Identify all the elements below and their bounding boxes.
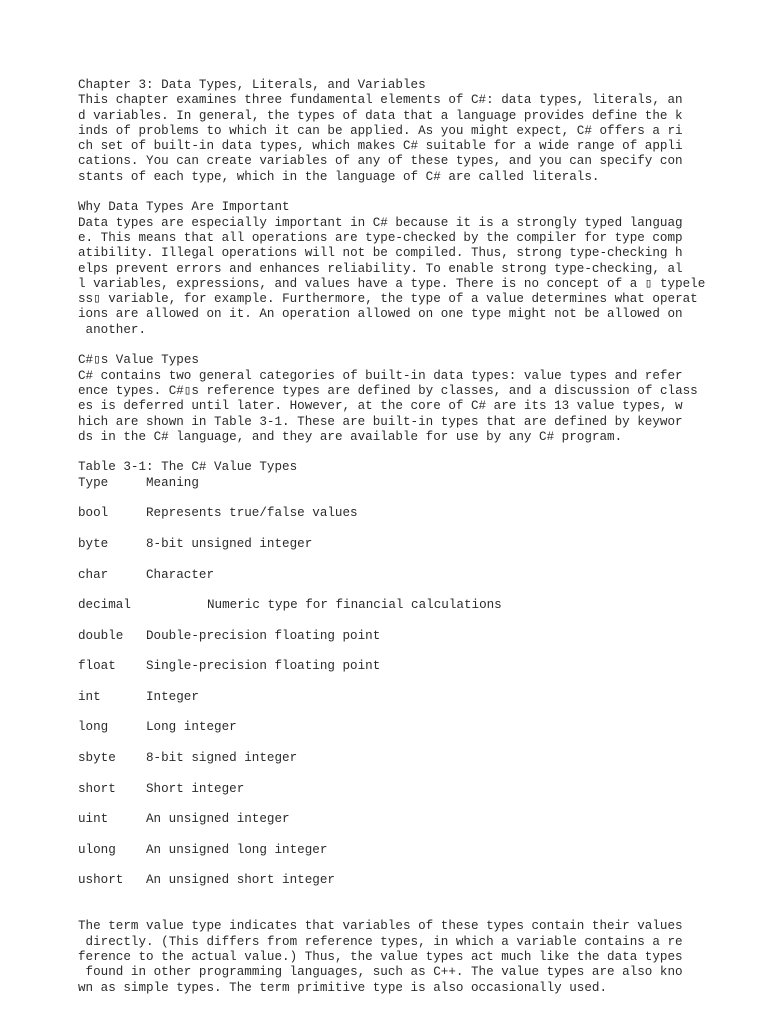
table-row (78, 598, 738, 613)
paragraph-line: d variables. In general, the types of data that a language provides define the k (78, 108, 683, 123)
type-cell: int (78, 689, 101, 704)
paragraph-line: ch set of built-in data types, which makes C# suitable for a wide range of appli (78, 139, 683, 154)
paragraph-line: stants of each type, which in the language of C# are called literals. (78, 169, 600, 184)
meaning-cell: Long integer (146, 720, 237, 735)
paragraph-line: cations. You can create variables of any of these types, and you can specify con (78, 154, 683, 169)
paragraph-line: found in other programming languages, such as C++. The value types are also kno (78, 965, 683, 980)
meaning-cell: Single-precision floating point (146, 659, 381, 674)
meaning-cell: Numeric type for financial calculations (207, 598, 502, 613)
table-row (78, 629, 738, 644)
paragraph-line: es is deferred until later. However, at the core of C# are its 13 value types, w (78, 399, 683, 414)
type-cell: bool (78, 506, 109, 521)
closing-paragraph (78, 919, 738, 995)
table-row (78, 751, 738, 766)
table-header-type: Type (78, 475, 109, 490)
meaning-cell: 8-bit unsigned integer (146, 536, 313, 551)
meaning-cell: 8-bit signed integer (146, 751, 298, 766)
type-cell: float (78, 659, 116, 674)
paragraph-line: Data types are especially important in C# because it is a strongly typed languag (78, 215, 683, 230)
paragraph-line: The term value type indicates that variables of these types contain their values (78, 919, 683, 934)
meaning-cell: An unsigned short integer (146, 873, 335, 888)
paragraph-line: C# contains two general categories of built-in data types: value types and refer (78, 368, 683, 383)
table-row (78, 568, 738, 583)
document-page (78, 78, 738, 996)
type-cell: char (78, 567, 109, 582)
type-cell: ushort (78, 873, 124, 888)
meaning-cell: An unsigned integer (146, 812, 290, 827)
paragraph-line: This chapter examines three fundamental elements of C#: data types, literals, an (78, 93, 683, 108)
paragraph-line: directly. (This differs from reference types, in which a variable contains a re (78, 934, 683, 949)
meaning-cell: Double-precision floating point (146, 628, 381, 643)
table-row (78, 873, 738, 888)
type-cell: long (78, 720, 109, 735)
type-cell: sbyte (78, 751, 116, 766)
paragraph-line: another. (78, 322, 147, 337)
paragraph-line: hich are shown in Table 3-1. These are built-in types that are defined by keywor (78, 414, 683, 429)
table-header-row (78, 476, 738, 491)
meaning-cell: Character (146, 567, 215, 582)
section-heading-value-types: C#▯s Value Types (78, 353, 199, 368)
value-types-paragraph (78, 369, 738, 445)
paragraph-line: atibility. Illegal operations will not be compiled. Thus, strong type-checking h (78, 246, 683, 261)
table-row (78, 659, 738, 674)
paragraph-line: ds in the C# language, and they are available for use by any C# program. (78, 429, 623, 444)
paragraph-line: ions are allowed on it. An operation allowed on one type might not be allowed on (78, 307, 683, 322)
intro-paragraph (78, 93, 738, 185)
paragraph-line: ference to the actual value.) Thus, the value types act much like the data types (78, 949, 683, 964)
paragraph-line: l variables, expressions, and values have a type. There is no concept of a ▯ typele (78, 276, 706, 291)
table-row (78, 812, 738, 827)
paragraph-line: wn as simple types. The term primitive type is also occasionally used. (78, 980, 608, 995)
meaning-cell: Integer (146, 689, 199, 704)
table-row (78, 720, 738, 735)
section-heading-why: Why Data Types Are Important (78, 200, 290, 215)
table-row (78, 690, 738, 705)
meaning-cell: An unsigned long integer (146, 842, 328, 857)
paragraph-line: ss▯ variable, for example. Furthermore, the type of a value determines what operat (78, 292, 698, 307)
table-row (78, 843, 738, 858)
type-cell: byte (78, 536, 109, 551)
table-row (78, 782, 738, 797)
type-cell: uint (78, 812, 109, 827)
why-paragraph (78, 216, 738, 338)
meaning-cell: Short integer (146, 781, 245, 796)
meaning-cell: Represents true/false values (146, 506, 358, 521)
paragraph-line: e. This means that all operations are type-checked by the compiler for type comp (78, 230, 683, 245)
table-row (78, 537, 738, 552)
table-caption: Table 3-1: The C# Value Types (78, 460, 298, 475)
table-row (78, 506, 738, 521)
type-cell: decimal (78, 598, 131, 613)
table-header-meaning: Meaning (146, 475, 199, 490)
type-cell: short (78, 781, 116, 796)
chapter-heading: Chapter 3: Data Types, Literals, and Variables (78, 78, 426, 92)
type-cell: double (78, 628, 124, 643)
type-cell: ulong (78, 842, 116, 857)
paragraph-line: ence types. C#▯s reference types are defined by classes, and a discussion of class (78, 383, 698, 398)
paragraph-line: inds of problems to which it can be applied. As you might expect, C# offers a ri (78, 123, 683, 138)
paragraph-line: elps prevent errors and enhances reliability. To enable strong type-checking, al (78, 261, 683, 276)
